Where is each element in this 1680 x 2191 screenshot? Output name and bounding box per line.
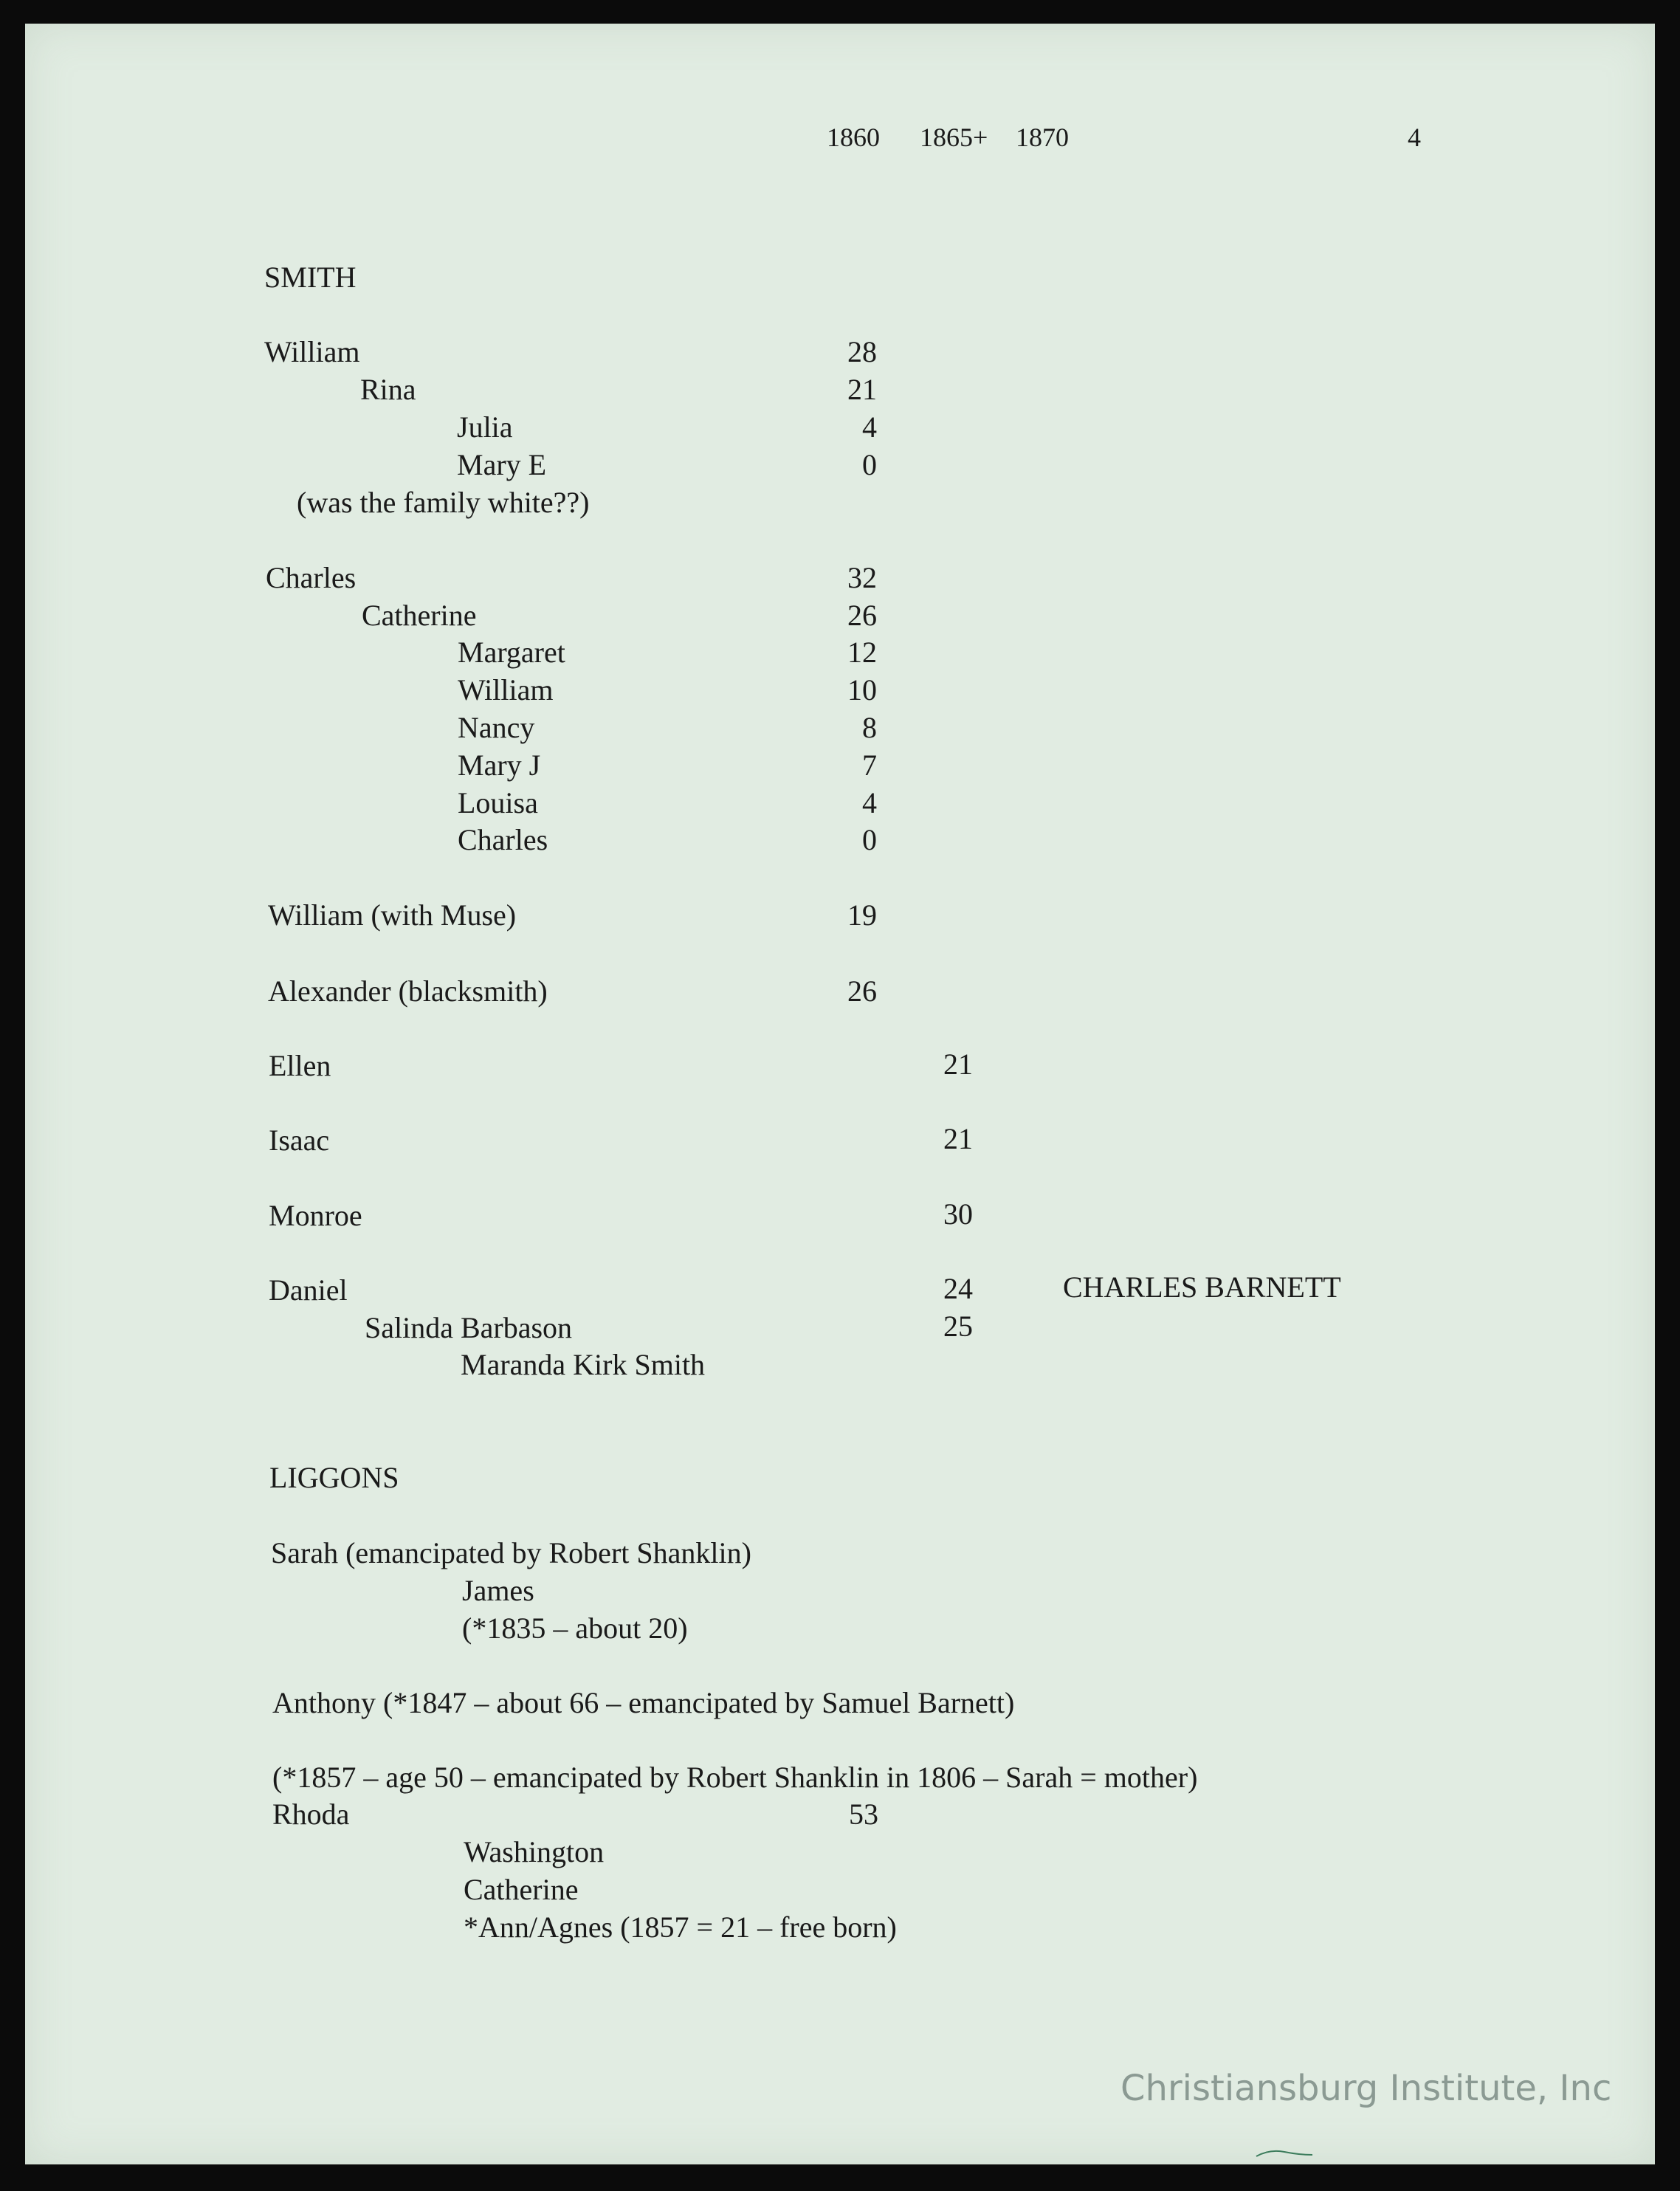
entry-age-1860: 26	[847, 974, 877, 1008]
entry-name: Rina	[360, 373, 416, 406]
entry-name: Julia	[457, 410, 513, 444]
entry-age-1860: 4	[862, 410, 877, 444]
pen-mark	[1255, 2144, 1314, 2159]
entry-name: Catherine	[362, 599, 477, 632]
entry-age-1860: 12	[847, 636, 877, 669]
page-number: 4	[1408, 123, 1421, 152]
entry-age-1865: 30	[943, 1197, 973, 1231]
section-heading-smith: SMITH	[264, 261, 357, 294]
column-header-1870: 1870	[1016, 123, 1069, 152]
entry-age-1860: 10	[847, 673, 877, 706]
entry-age-1865: 24	[943, 1272, 973, 1305]
entry-age-1865: 21	[943, 1122, 973, 1155]
entry-name: Charles	[266, 561, 357, 594]
entry-age-1860: 8	[862, 711, 877, 744]
entry-age-1860: 4	[862, 786, 877, 819]
entry-name: Rhoda	[272, 1798, 350, 1831]
entry-age-1860: 0	[862, 448, 877, 481]
entry-name: William	[458, 673, 554, 706]
entry-name: Catherine	[464, 1873, 579, 1906]
entry-age-1860: 32	[847, 561, 877, 594]
entry-note: (was the family white??)	[297, 486, 590, 519]
entry-name: Ellen	[269, 1049, 331, 1082]
entry-note: (*1857 – age 50 – emancipated by Robert Shanklin in 1806 – Sarah = mother)	[272, 1761, 1198, 1794]
entry-name: *Ann/Agnes (1857 = 21 – free born)	[464, 1910, 897, 1944]
watermark: Christiansburg Institute, Inc	[1120, 2068, 1612, 2109]
entry-age-1860: 53	[849, 1798, 878, 1831]
entry-name: William (with Muse)	[268, 898, 517, 932]
entry-name: Anthony (*1847 – about 66 – emancipated by Samuel Barnett)	[272, 1686, 1015, 1719]
entry-name: Salinda Barbason	[365, 1311, 573, 1344]
entry-name: Louisa	[458, 786, 538, 819]
entry-age-1865: 21	[943, 1048, 973, 1081]
entry-name: Monroe	[269, 1199, 362, 1232]
entry-age-1860: 7	[862, 749, 877, 782]
entry-age-1860: 21	[847, 373, 877, 406]
entry-name: William	[264, 335, 360, 368]
entry-note: (*1835 – about 20)	[462, 1612, 688, 1645]
entry-age-1860: 28	[847, 335, 877, 368]
entry-name: Charles	[458, 823, 548, 856]
column-header-1860: 1860	[827, 123, 880, 152]
entry-name: Maranda Kirk Smith	[461, 1348, 706, 1381]
entry-name: Margaret	[458, 636, 565, 669]
entry-name: Alexander (blacksmith)	[268, 974, 548, 1008]
entry-age-1860: 0	[862, 823, 877, 856]
entry-name: Sarah (emancipated by Robert Shanklin)	[271, 1536, 751, 1569]
entry-name: Washington	[464, 1835, 605, 1868]
entry-name: Isaac	[269, 1124, 330, 1157]
entry-name: Mary E	[457, 448, 547, 481]
entry-name: Daniel	[269, 1273, 348, 1307]
section-heading-liggons: LIGGONS	[269, 1461, 399, 1494]
entry-age-1860: 26	[847, 599, 877, 632]
entry-age-1865: 25	[943, 1310, 973, 1343]
entry-age-1860: 19	[847, 898, 877, 932]
entry-name: James	[462, 1574, 534, 1607]
entry-annotation: CHARLES BARNETT	[1063, 1270, 1341, 1304]
entry-name: Mary J	[458, 749, 541, 782]
entry-name: Nancy	[458, 711, 535, 744]
column-header-1865: 1865+	[920, 123, 988, 152]
